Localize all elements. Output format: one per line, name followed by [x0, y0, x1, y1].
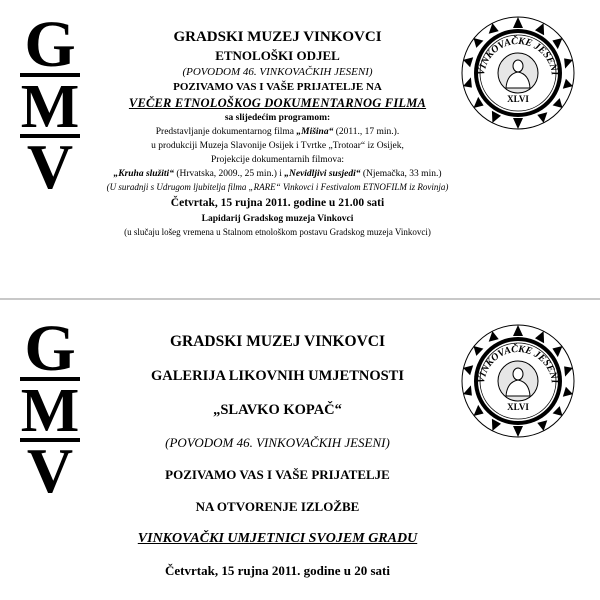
seal-numeral: XLVI — [507, 94, 529, 104]
program-line-3: Projekcije dokumentarnih filmova: — [211, 155, 344, 165]
gallery-subtitle: „SLAVKO KOPAČ“ — [213, 402, 342, 418]
department-name: ETNOLOŠKI ODJEL — [215, 48, 340, 63]
program-line-5: (U suradnji s Udrugom ljubitelja filma „RARE“ Vinkovci i Festivalom ETNOFILM iz Rovinja) — [106, 182, 449, 192]
invitation-line-2: NA OTVORENJE IZLOŽBE — [195, 499, 360, 514]
museum-name: GRADSKI MUZEJ VINKOVCI — [169, 333, 386, 350]
card2-text — [100, 332, 455, 580]
invitation-card-exhibition — [0, 300, 600, 600]
invitation-line: POZIVAMO VAS I VAŠE PRIJATELJE NA — [173, 81, 382, 93]
program-line-2: u produkciji Muzeja Slavonije Osijek i Tvrtke „Trotoar“ iz Osijek, — [151, 141, 404, 151]
gmv-logo — [20, 10, 80, 192]
invitation-card-film-evening — [0, 0, 600, 298]
program-line-4: „Kruha služiti“ (Hrvatska, 2009., 25 min.) i „Nevidljivi susjedi“ (Njemačka, 33 min.) — [113, 169, 442, 179]
event-title: VEČER ETNOLOŠKOG DOKUMENTARNOG FILMA — [128, 96, 427, 110]
weather-note: (u slučaju lošeg vremena u Stalnom etnološkom postavu Gradskog muzeja Vinkovci) — [124, 227, 431, 237]
film-title-kruha: „Kruha služiti“ — [113, 169, 174, 179]
film-title-nevidljivi: „Nevidljivi susjedi“ — [284, 169, 361, 179]
exhibition-title: VINKOVAČKI UMJETNICI SVOJEM GRADU — [137, 531, 418, 546]
event-venue: Lapidarij Gradskog muzeja Vinkovci — [201, 214, 354, 224]
seal-ring-text: VINKOVAČKE JESENI — [476, 35, 560, 77]
seal-numeral: XLVI — [507, 402, 529, 412]
card1-text — [100, 28, 455, 239]
vinkovacke-jeseni-seal — [461, 16, 575, 130]
invitation-line: POZIVAMO VAS I VAŠE PRIJATELJE — [165, 467, 390, 482]
gallery-name: GALERIJA LIKOVNIH UMJETNOSTI — [151, 368, 404, 384]
vinkovacke-jeseni-seal — [461, 324, 575, 438]
museum-name: GRADSKI MUZEJ VINKOVCI — [173, 29, 382, 45]
occasion: (POVODOM 46. VINKOVAČKIH JESENI) — [165, 435, 390, 450]
event-date: Četvrtak, 15 rujna 2011. godine u 20 sati — [165, 563, 390, 578]
gmv-logo — [20, 314, 80, 496]
event-date: Četvrtak, 15 rujna 2011. godine u 21.00 sati — [170, 197, 385, 209]
occasion: (POVODOM 46. VINKOVAČKIH JESENI) — [182, 66, 373, 78]
program-line-1: Predstavljanje dokumentarnog filma „Mišina“ (2011., 17 min.). — [155, 127, 400, 137]
program-intro: sa slijedećim programom: — [224, 113, 331, 123]
seal-ring-text: VINKOVAČKE JESENI — [476, 343, 560, 385]
film-title-misina: „Mišina“ — [296, 127, 334, 137]
